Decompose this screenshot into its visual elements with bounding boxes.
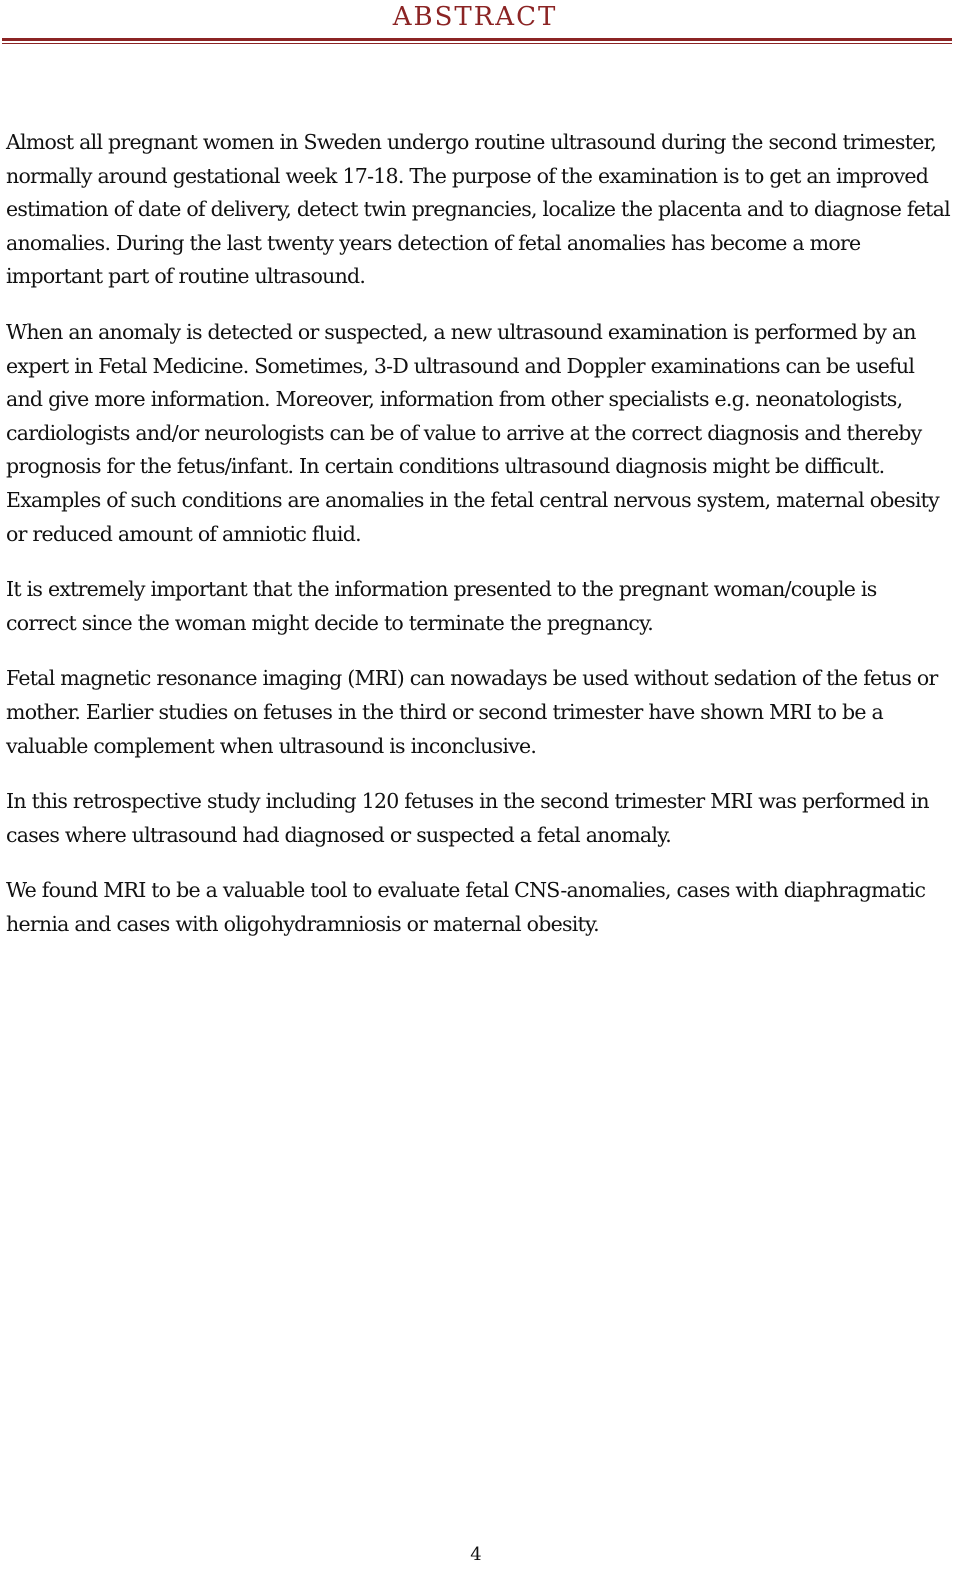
paragraph-findings: We found MRI to be a valuable tool to evaluate fetal CNS-anomalies, cases with diaphragmatic hernia and cases with oligohydramniosis or maternal obesity. [6, 878, 926, 936]
paragraph-routine-ultrasound: Almost all pregnant women in Sweden undergo routine ultrasound during the second trimester, normally around gestational week 17-18. The purpose of the examination is to get an improved estimation of date of delivery, detect twin pregnancies, localize the placenta and to diagnose fetal anomalies. During the last twenty years detection of fetal anomalies has become a more important part of routine ultrasound. [6, 130, 950, 289]
abstract-body [6, 126, 950, 963]
paragraph-fetal-mri: Fetal magnetic resonance imaging (MRI) can nowadays be used without sedation of the fetus or mother. Earlier studies on fetuses in the third or second trimester have shown MRI to be a valuable complement when ultrasound is inconclusive. [6, 666, 938, 758]
header-rule-thin [2, 43, 952, 44]
paragraph-information-importance: It is extremely important that the information presented to the pregnant woman/couple is correct since the woman might decide to terminate the pregnancy. [6, 577, 877, 635]
paragraph-anomaly-detected: When an anomaly is detected or suspected, a new ultrasound examination is performed by an expert in Fetal Medicine. Sometimes, 3-D ultrasound and Doppler examinations can be useful and give more information. Moreover, information from other specialists e.g. neonatologists, cardiologists and/or neurologists can be of value to arrive at the correct diagnosis and thereby prognosis for the fetus/infant. In certain conditions ultrasound diagnosis might be difficult. Examples of such conditions are anomalies in the fetal central nervous system, maternal obesity or reduced amount of amniotic fluid. [6, 319, 939, 546]
paragraph-retrospective-study: In this retrospective study including 120 fetuses in the second trimester MRI was performed in cases where ultrasound had diagnosed or suspected a fetal anomaly. [6, 789, 929, 847]
page-header [0, 0, 960, 50]
page-title: ABSTRACT [392, 2, 558, 32]
header-rule-thick [2, 38, 952, 41]
page-number: 4 [470, 1544, 482, 1565]
